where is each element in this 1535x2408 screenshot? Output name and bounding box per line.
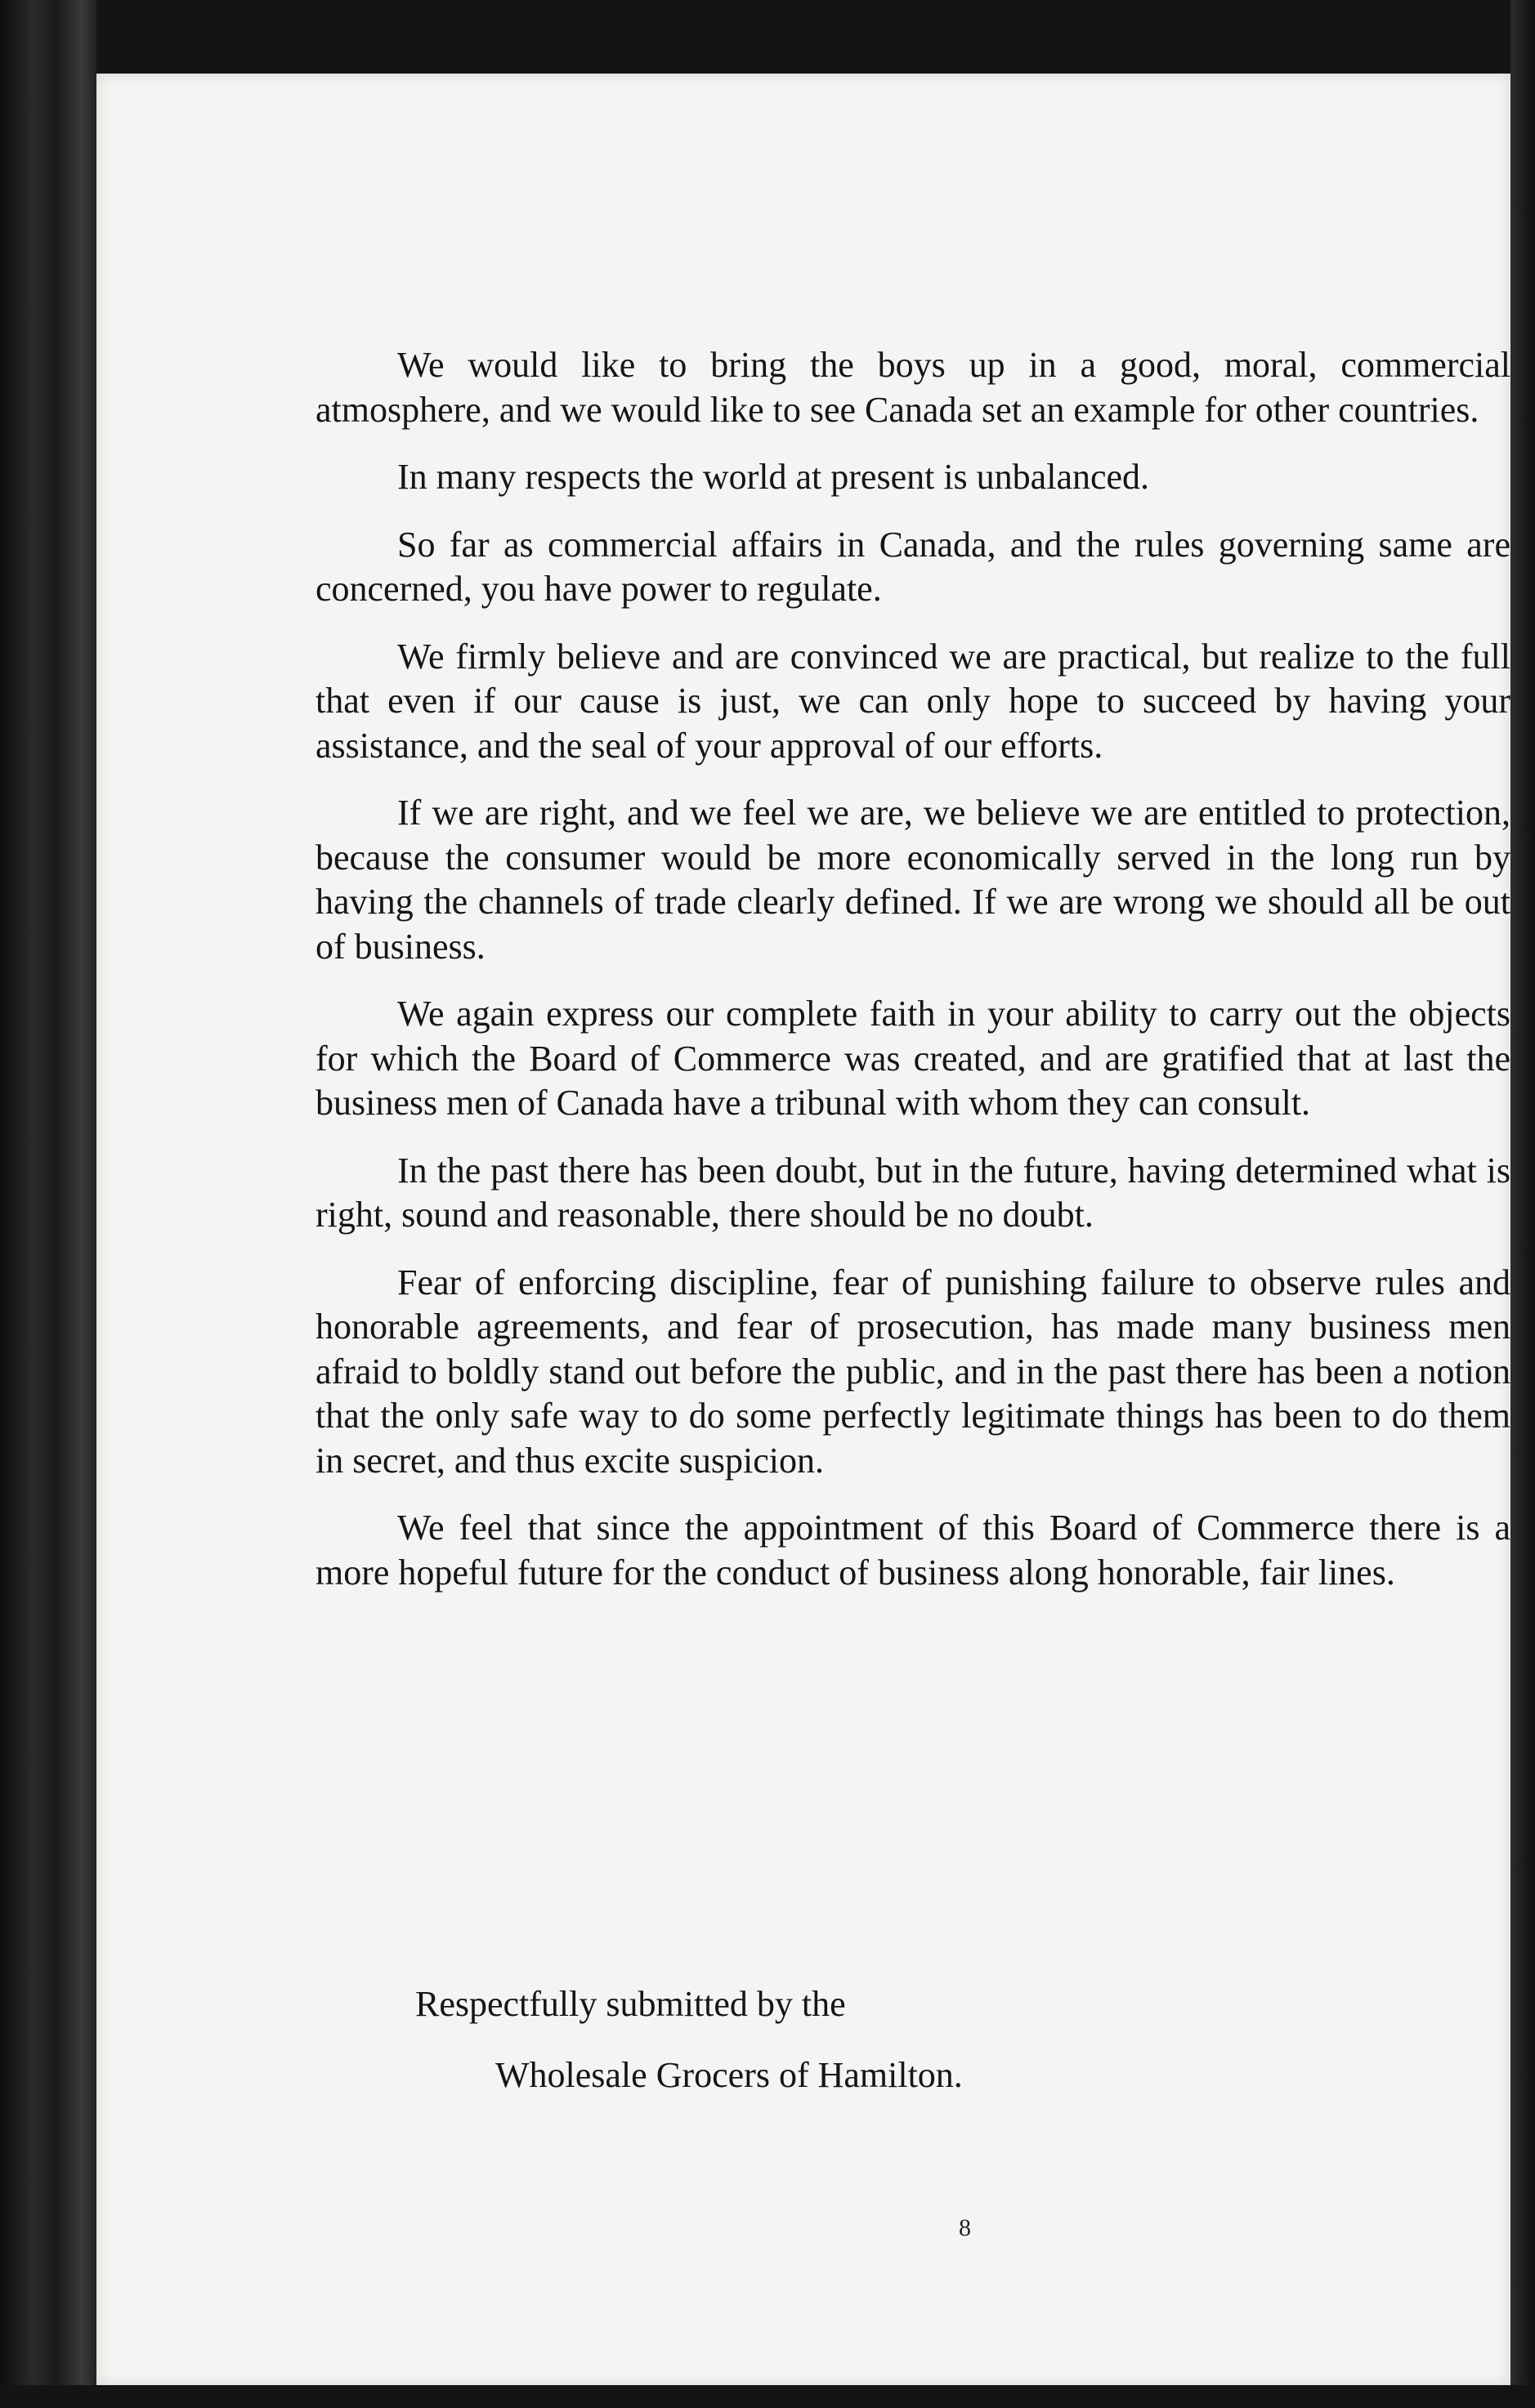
scan-right-border	[1510, 0, 1535, 2408]
signoff	[415, 1982, 963, 2098]
page-number: 8	[959, 2214, 971, 2241]
paragraph: So far as commercial affairs in Canada, and the rules governing same are concerned, you have power to regulate.	[316, 524, 1510, 609]
paragraph: We firmly believe and are convinced we are practical, but realize to the full that even if our cause is just, we can only hope to succeed by having your assistance, and the seal of your approval of our efforts.	[316, 636, 1510, 766]
paragraph: We would like to bring the boys up in a good, moral, commercial atmosphere, and we would like to see Canada set an example for other countries.	[316, 345, 1510, 430]
paragraph: If we are right, and we feel we are, we believe we are entitled to protection, because the consumer would be more economically served in the long run by having the channels of trade clearly defined. If we are wrong we should all be out of business.	[316, 793, 1510, 967]
signoff-line-2: Wholesale Grocers of Hamilton.	[495, 2055, 963, 2095]
scan-bottom-border	[0, 2385, 1535, 2408]
paragraph: We feel that since the appointment of this Board of Commerce there is a more hopeful future for the conduct of business along honorable, fair lines.	[316, 1508, 1510, 1593]
body-text	[316, 343, 1510, 1618]
paragraph: Fear of enforcing discipline, fear of punishing failure to observe rules and honorable agreements, and fear of prosecution, has made many business men afraid to boldly stand out before the public, and in the past there has been a notion that the only safe way to do some perfectly legitimate things has been to do them in secret, and thus excite suspicion.	[316, 1262, 1510, 1481]
signoff-line-1: Respectfully submitted by the	[415, 1984, 846, 2024]
paragraph: We again express our complete faith in your ability to carry out the objects for which the Board of Commerce was created, and are gratified that at last the business men of Canada have a tribunal with whom they can consult.	[316, 994, 1510, 1123]
scan-top-border	[0, 0, 1535, 74]
paragraph: In many respects the world at present is unbalanced.	[397, 457, 1150, 497]
document-page	[96, 74, 1510, 2385]
paragraph: In the past there has been doubt, but in the future, having determined what is right, sound and reasonable, there should be no doubt.	[316, 1150, 1510, 1235]
scan-left-border	[0, 0, 96, 2408]
